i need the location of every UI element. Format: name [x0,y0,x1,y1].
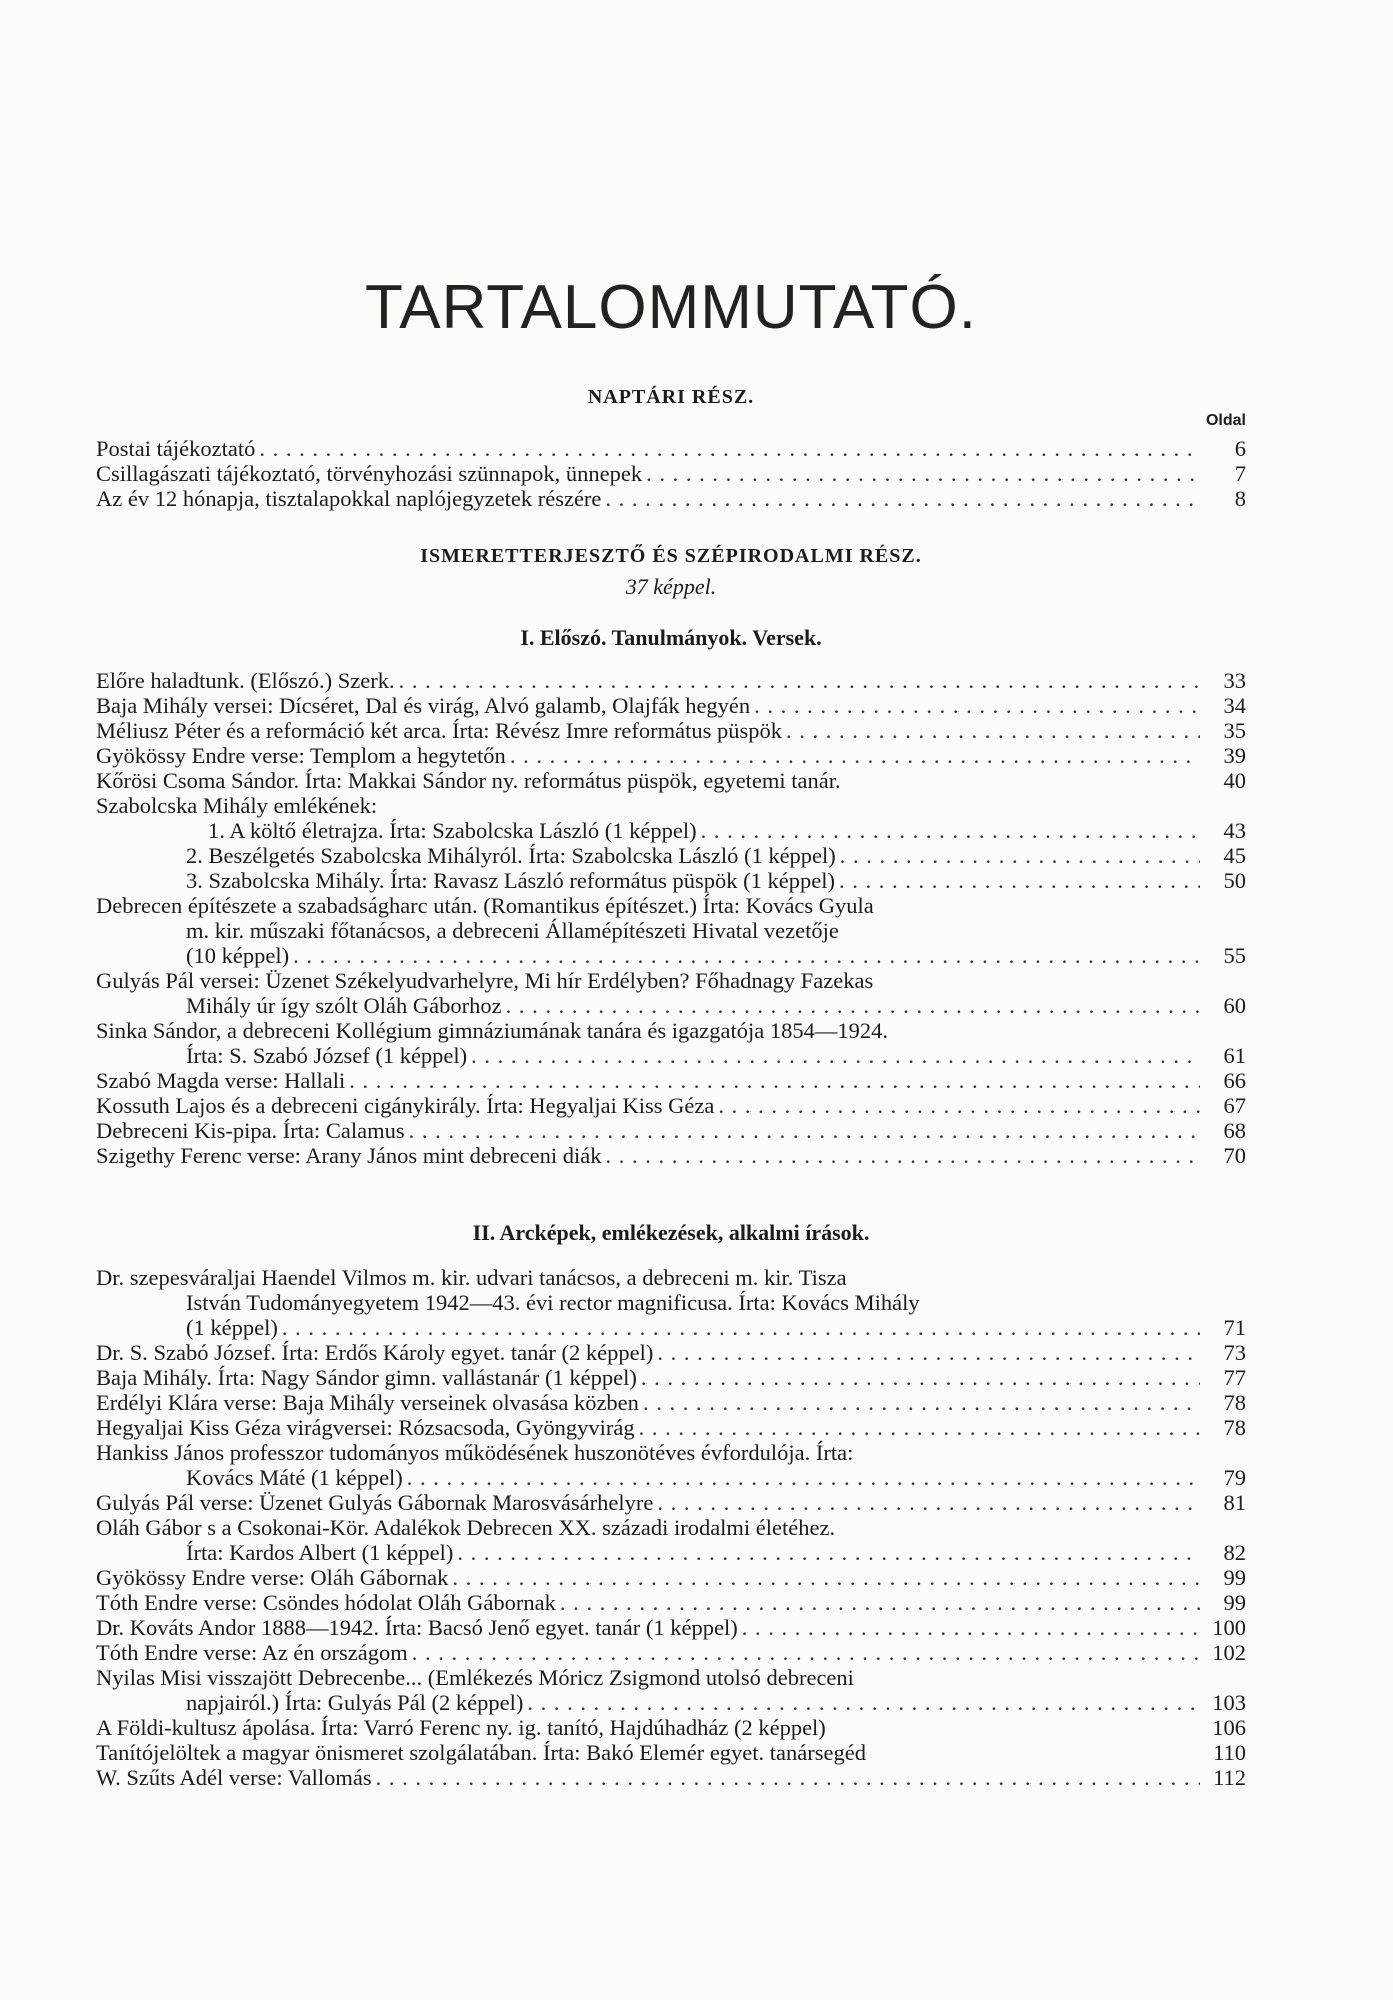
list-item: Szabó Magda verse: Hallali . . . 66 [96,1068,1246,1093]
list-item: Írta: Kardos Albert (1 képpel) . . . 82 [96,1540,1246,1565]
list-item: Tanítójelöltek a magyar önismeret szolgálatában. Írta: Bakó Elemér egyet. tanársegéd 110 [96,1740,1246,1765]
list-item: Hankiss János professzor tudományos működésének huszonötéves évfordulója. Írta: [96,1440,854,1465]
list-item: A Földi-kultusz ápolása. Írta: Varró Ferenc ny. ig. tanító, Hajdúhadház (2 képpel) 106 [96,1715,1246,1740]
list-item: Oláh Gábor s a Csokonai-Kör. Adalékok Debrecen XX. századi irodalmi életéhez. [96,1515,836,1540]
part1-list [96,668,1246,1168]
section-heading-naptari: NAPTÁRI RÉSZ. [587,386,755,408]
list-item: Postai tájékoztató . . . 6 [96,436,1246,461]
list-item: Előre haladtunk. (Előszó.) Szerk. . . . 33 [96,668,1246,693]
list-item: 3. Szabolcska Mihály. Írta: Ravasz László református püspök (1 képpel) . . . 50 [96,868,1246,893]
list-item: Szigethy Ferenc verse: Arany János mint debreceni diák . . . 70 [96,1143,1246,1168]
list-item: Baja Mihály. Írta: Nagy Sándor gimn. vallástanár (1 képpel) . . . 77 [96,1365,1246,1390]
list-item: Hegyaljai Kiss Géza virágversei: Rózsacsoda, Gyöngyvirág . . . 78 [96,1415,1246,1440]
section-subheading: 37 képpel. [625,574,717,599]
list-item: Baja Mihály versei: Dícséret, Dal és virág, Alvó galamb, Olajfák hegyén . . . 34 [96,693,1246,718]
list-item: Írta: S. Szabó József (1 képpel) . . . 61 [96,1043,1246,1068]
list-item: W. Szűts Adél verse: Vallomás . . . 112 [96,1765,1246,1790]
list-item: (1 képpel) . . . 71 [96,1315,1246,1340]
list-item: Kossuth Lajos és a debreceni cigánykirály. Írta: Hegyaljai Kiss Géza . . . 67 [96,1093,1246,1118]
list-item: Debreceni Kis-pipa. Írta: Calamus . . . 68 [96,1118,1246,1143]
list-item: Tóth Endre verse: Az én országom . . . 102 [96,1640,1246,1665]
list-item: 2. Beszélgetés Szabolcska Mihályról. Írta: Szabolcska László (1 képpel) . . . 45 [96,843,1246,868]
list-item: Szabolcska Mihály emlékének: [96,793,378,818]
list-item: m. kir. műszaki főtanácsos, a debreceni Államépítészeti Hivatal vezetője [186,918,839,943]
naptari-list [96,436,1246,511]
list-item: Debrecen építészete a szabadságharc után. (Romantikus építészet.) Írta: Kovács Gyula [96,893,874,918]
list-item: Kovács Máté (1 képpel) . . . 79 [96,1465,1246,1490]
list-item: Dr. szepesváraljai Haendel Vilmos m. kir. udvari tanácsos, a debreceni m. kir. Tisza [96,1265,847,1290]
list-item: Erdélyi Klára verse: Baja Mihály verseinek olvasása közben . . . 78 [96,1390,1246,1415]
list-item: Gyökössy Endre verse: Oláh Gábornak . . . 99 [96,1565,1246,1590]
list-item: Kőrösi Csoma Sándor. Írta: Makkai Sándor ny. református püspök, egyetemi tanár. 40 [96,768,1246,793]
list-item: Gulyás Pál versei: Üzenet Székelyudvarhelyre, Mi hír Erdélyben? Főhadnagy Fazekas [96,968,874,993]
list-item: Csillagászati tájékoztató, törvényhozási szünnapok, ünnepek . . . 7 [96,461,1246,486]
list-item: István Tudományegyetem 1942—43. évi rector magnificusa. Írta: Kovács Mihály [186,1290,920,1315]
list-item: 1. A költő életrajza. Írta: Szabolcska László (1 képpel) . . . 43 [96,818,1246,843]
list-item: Sinka Sándor, a debreceni Kollégium gimnáziumának tanára és igazgatója 1854—1924. [96,1018,888,1043]
list-item: napjairól.) Írta: Gulyás Pál (2 képpel) . . . 103 [96,1690,1246,1715]
section-heading-ismeretterjeszto: ISMERETTERJESZTŐ ÉS SZÉPIRODALMI RÉSZ. [420,545,922,567]
part2-heading: II. Arcképek, emlékezések, alkalmi írások. [472,1220,870,1245]
list-item: Dr. S. Szabó József. Írta: Erdős Károly egyet. tanár (2 képpel) . . . 73 [96,1340,1246,1365]
list-item: Az év 12 hónapja, tisztalapokkal naplójegyzetek részére . . . 8 [96,486,1246,511]
list-item: Gyökössy Endre verse: Templom a hegytetőn . . . 39 [96,743,1246,768]
list-item: Dr. Kováts Andor 1888—1942. Írta: Bacsó Jenő egyet. tanár (1 képpel) . . . 100 [96,1615,1246,1640]
list-item: Gulyás Pál verse: Üzenet Gulyás Gábornak Marosvásárhelyre . . . 81 [96,1490,1246,1515]
part1-heading: I. Előszó. Tanulmányok. Versek. [520,625,822,650]
page-column-label: Oldal [1205,412,1246,429]
list-item: Nyilas Misi visszajött Debrecenbe... (Emlékezés Móricz Zsigmond utolsó debreceni [96,1665,854,1690]
list-item: Mihály úr így szólt Oláh Gáborhoz . . . 60 [96,993,1246,1018]
part2-list [96,1265,1246,1790]
list-item: (10 képpel) . . . 55 [96,943,1246,968]
list-item: Méliusz Péter és a reformáció két arca. Írta: Révész Imre református püspök . . . 35 [96,718,1246,743]
list-item: Tóth Endre verse: Csöndes hódolat Oláh Gábornak . . . 99 [96,1590,1246,1615]
page-title: TARTALOMMUTATÓ. [364,273,978,342]
